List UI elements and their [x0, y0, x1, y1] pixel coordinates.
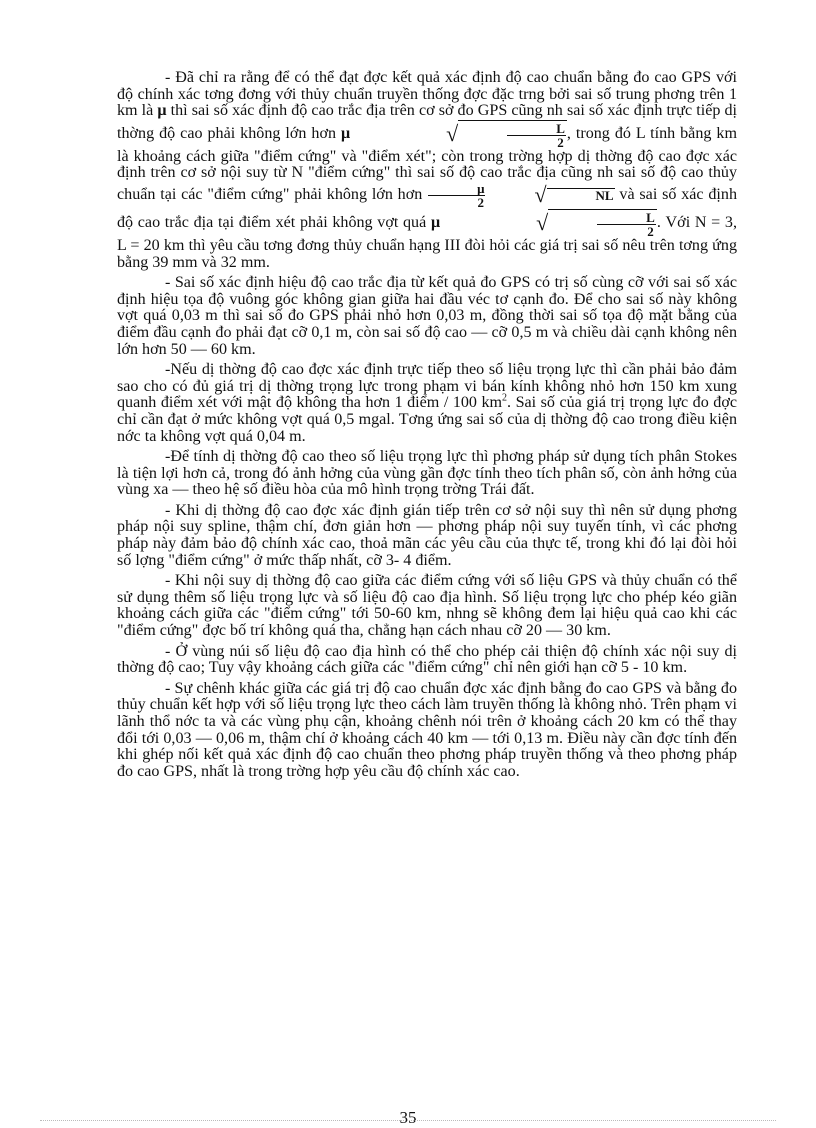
- fraction-denominator: 2: [477, 194, 485, 210]
- formula-mu-sqrt-l-over-2-second: [430, 209, 657, 239]
- paragraph-1-text-b: thì sai số xác định độ cao trắc địa trên cơ sở đo GPS cũng nh sai số xác định trực tiếp dị thờng độ cao phải không lớn hơn: [117, 102, 738, 142]
- mu-symbol: μ: [157, 102, 167, 120]
- superscript-2: 2: [502, 392, 508, 404]
- fraction-l-over-2: [507, 122, 566, 149]
- paragraph-3-text-b: . Sai số của giá trị trọng lực đo đợc chỉ cần đạt ở mức không vợt quá 0,5 mgal. Tơng ứng sai số của dị thờng độ cao trong điều kiện nớc ta không vợt quá 0,04 m.: [117, 394, 737, 445]
- sqrt-symbol: √ $\frac{L}{2}$: [446, 120, 565, 150]
- page-footer: [0, 1108, 816, 1128]
- sqrt-symbol: √: [534, 182, 547, 208]
- paragraph-4: -Để tính dị thờng độ cao theo số liệu trọng lực thì phơng pháp sử dụng tích phân Stokes là tiện lợi hơn cả, trong đó ảnh hởng của vùng gần đợc tính theo tích phân số, còn ảnh hởng của vùng xa — theo hệ số điều hòa của mô hình trọng trờng Trái đất.: [117, 448, 737, 499]
- footer-divider: [40, 1120, 776, 1121]
- fraction-numerator: L: [507, 122, 566, 136]
- fraction-l-over-2: [597, 211, 656, 238]
- paragraph-8: - Sự chênh khác giữa các giá trị độ cao chuẩn đợc xác định bằng đo cao GPS và bằng đo thủy chuẩn kết hợp với số liệu trọng lực theo cách làm truyền thống là không nhỏ. Trên phạm vi lãnh thổ nớc ta và các vùng phụ cận, khoảng chênh nói trên ở khoảng cách 20 km có thể thay đổi tới 0,03 — 0,06 m, thậm chí ở khoảng cách 40 km — tới 0,13 m. Điều này cần đợc tính đến khi ghép nối kết quả xác định độ cao chuẩn theo phơng pháp truyền thống và theo phơng pháp đo cao GPS, nhất là trong trờng hợp yêu cầu độ chính xác cao.: [117, 679, 737, 780]
- formula-mu: μ: [430, 214, 441, 232]
- paragraph-3: [117, 362, 737, 445]
- paragraph-6: - Khi nội suy dị thờng độ cao giữa các điểm cứng với số liệu GPS và thủy chuẩn có thể sử dụng thêm số liệu trọng lực và số liệu độ cao địa hình. Số liệu trọng lực cho phép kéo giãn khoảng cách giữa các "điểm cứng" tới 50-60 km, nhng sẽ không đem lại hiệu quả cao khi các "điểm cứng" đợc bố trí không quá tha, chẳng hạn cách nhau cỡ 20 — 30 km.: [117, 572, 737, 640]
- paragraph-1-text-d: và sai số xác định độ cao trắc địa tại điểm xét phải không vợt quá: [117, 186, 737, 232]
- paragraph-5: - Khi dị thờng độ cao đợc xác định gián tiếp trên cơ sở nội suy thì nên sử dụng phơng pháp nội suy spline, thậm chí, đơn giản hơn — phơng pháp nội suy tuyến tính, vì các phơng pháp này đảm bảo độ chính xác cao, thoả mãn các yêu cầu của thực tế, trong khi đó lại đòi hỏi số lợng "điểm cứng" ở mức thấp nhất, cỡ 3- 4 điểm.: [117, 501, 737, 569]
- sqrt-symbol: √ $\frac{L}{2}$: [536, 209, 655, 239]
- formula-mu-over-2-sqrt-nl: [427, 180, 615, 210]
- paragraph-1: [117, 70, 737, 271]
- fraction-numerator: L: [597, 211, 656, 225]
- formula-mu: μ: [341, 124, 351, 142]
- page-number: 35: [399, 1108, 417, 1127]
- paragraph-7: - Ở vùng núi số liệu độ cao địa hình có thể cho phép cải thiện độ chính xác nội suy dị thờng độ cao; Tuy vậy khoảng cách giữa các "điểm cứng" chỉ nên giới hạn cỡ 5 - 10 km.: [117, 642, 737, 677]
- paragraph-3-text-a: -Nếu dị thờng độ cao đợc xác định trực tiếp theo số liệu trọng lực thì cần phải bảo đảm sao cho có đủ giá trị dị thờng trọng lực trong phạm vi bán kính không nhỏ hơn 150 km xung quanh điểm xét với mật độ không tha hơn 1 điểm / 100 km: [117, 361, 737, 412]
- fraction-denominator: 2: [557, 134, 564, 150]
- radicand-nl: NL: [547, 188, 615, 203]
- paragraph-1-text-a: - Đã chỉ ra rằng để có thể đạt đợc kết quả xác định độ cao chuẩn bằng đo cao GPS với độ chính xác tơng đơng với thủy chuẩn truyền thống đợc đặc trng bởi sai số trung phơng trên 1 km là: [117, 69, 737, 120]
- paragraph-2: - Sai số xác định hiệu độ cao trắc địa từ kết quả đo GPS có trị số cùng cỡ với sai số xác định hiệu tọa độ vuông góc không gian giữa hai đầu véc tơ cạnh đo. Để cho sai số này không vợt quá 0,03 m thì sai số đo GPS phải nhỏ hơn 0,03 m, đồng thời sai số tọa độ mặt bằng của điểm đầu cạnh đo phải đạt cỡ 0,1 m, còn sai số độ cao — cỡ 0,5 m và chiều dài cạnh không nên lớn hơn 50 — 60 km.: [117, 274, 737, 358]
- fraction-denominator: 2: [647, 223, 654, 239]
- paragraph-1-text-c: , trong đó L tính bằng km là khoảng cách giữa "điểm cứng" và "điểm xét"; còn trong trờng hợp dị thờng độ cao đợc xác định trên cơ sở nội suy từ N "điểm cứng" thì sai số độ cao trắc địa cũng nh sai số độ cao thủy chuẩn tại các "điểm cứng" phải không lớn hơn: [117, 124, 737, 204]
- document-body: [117, 70, 737, 784]
- fraction-mu-over-2: [428, 182, 485, 209]
- fraction-numerator: μ: [428, 182, 485, 196]
- paragraph-1-text-e: . Với N = 3, L = 20 km thì yêu cầu tơng đơng thủy chuẩn hạng III đòi hỏi các giá trị sai số nêu trên tơng ứng bằng 39 mm và 32 mm.: [117, 214, 738, 271]
- formula-mu-sqrt-l-over-2: [341, 120, 567, 150]
